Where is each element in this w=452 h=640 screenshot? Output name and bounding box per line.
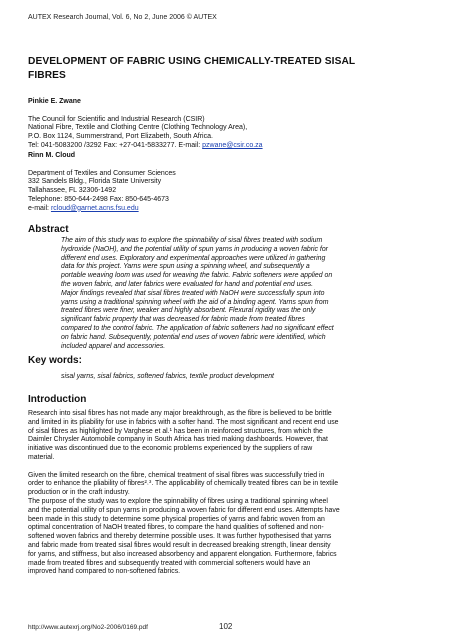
intro-line: and the potential utility of spun yarns in producing a woven fabric for different end uses. Attempts have: [28, 506, 340, 514]
intro-paragraph-3: [28, 498, 424, 577]
author-2-affiliation-line: 332 Sandels Bldg., Florida State University: [28, 178, 162, 186]
intro-line: softened woven fabrics and thereby determine possible uses. It was further hypothesised that yarns: [28, 533, 332, 541]
author-2-name: Rinn M. Cloud: [28, 152, 76, 159]
page-number: 102: [219, 622, 233, 631]
keywords-heading: Key words:: [28, 355, 82, 366]
author-1-tel: Tel: 041-5083200 /3292 Fax: +27-041-5833277. E-mail:: [28, 141, 203, 149]
abstract-line: the woven fabric, and later fabrics were evaluated for hand and potential end uses.: [61, 280, 314, 288]
abstract-line: The aim of this study was to explore the spinnability of sisal fibres treated with sodium: [61, 237, 323, 244]
abstract-line: different end uses. Exploratory and experimental approaches were utilized in gathering: [61, 254, 326, 262]
introduction-heading: Introduction: [28, 394, 87, 405]
abstract-line: compared to the control fabric. The application of fabric softeners had no significant effect: [61, 324, 334, 332]
abstract-body: [61, 237, 419, 351]
intro-line: material.: [28, 453, 55, 461]
author-1-block: [28, 98, 263, 151]
intro-line: and fabric made from treated sisal fibres would result in decreased breaking strength, linear density: [28, 541, 331, 549]
introduction-body: [28, 410, 424, 577]
abstract-line: yarns using a traditional spinning wheel with the aid of a binding agent. Yarns spun from: [61, 298, 329, 306]
author-1-affiliation-line: The Council for Scientific and Industrial Research (CSIR): [28, 115, 205, 123]
footer-url[interactable]: http://www.autexrj.org/No2-2006/0169.pdf: [28, 624, 148, 631]
keywords-text: sisal yarns, sisal fabrics, softened fabrics, textile product development: [61, 373, 274, 380]
intro-line: order to enhance the pliability of fibres²˒³. The applicability of chemically treated fibres can be in textile: [28, 480, 339, 488]
abstract-line: on fabric hand. Subsequently, potential end uses of woven fabric were identified, which: [61, 333, 326, 341]
running-header: AUTEX Research Journal, Vol. 6, No 2, June 2006 © AUTEX: [28, 14, 217, 21]
author-2-affiliation-line: Department of Textiles and Consumer Sciences: [28, 169, 176, 177]
abstract-line: Major findings revealed that sisal fibres treated with NaOH were successfully spun into: [61, 289, 325, 297]
author-2-contact: [28, 205, 176, 214]
abstract-line: significant fabric property that was decreased for fabric made from treated fibres: [61, 316, 305, 324]
author-2-email-link[interactable]: rcloud@garnet.acns.fsu.edu: [50, 204, 139, 212]
intro-line: Research into sisal fibres has not made any major breakthrough, as the fibre is believed to be brittle: [28, 410, 332, 417]
intro-line: improved hand compared to non-softened fabrics.: [28, 568, 181, 576]
intro-line: of sisal fibres as highlighted by Varghese et al.¹ has been in reinforced structures, from which the: [28, 427, 323, 435]
abstract-line: included apparel and accessories.: [61, 342, 166, 350]
abstract-paragraph-2: [61, 290, 419, 352]
intro-line: initiative was discontinued due to the economic problems experienced by the suppliers of raw: [28, 445, 313, 453]
author-2-block: [28, 152, 176, 214]
intro-line: Daimler Chrysler Automobile company in South Africa has tried making dashboards. However, that: [28, 436, 328, 444]
author-1-contact: [28, 142, 263, 151]
abstract-line: portable weaving loom was used for weaving the fabric. Fabric softeners were applied on: [61, 272, 333, 280]
title-line-1: DEVELOPMENT OF FABRIC USING CHEMICALLY-TREATED SISAL: [28, 56, 356, 67]
intro-line: optimal concentration of NaOH treated fibres, to compare the hand qualities of softened and non-: [28, 524, 324, 532]
intro-line: made from treated fibres and subsequently treated with commercial softeners would have an: [28, 559, 311, 567]
intro-line: production or in the craft industry.: [28, 489, 130, 497]
author-1-affiliation-line: P.O. Box 1124, Summerstrand, Port Elizabeth, South Africa.: [28, 133, 213, 141]
intro-line: been made in this study to determine some physical properties of yarns and fabric woven from an: [28, 515, 325, 523]
abstract-paragraph-1: [61, 237, 419, 290]
abstract-line: treated fibres were finer, weaker and highly absorbent. Flexural rigidity was the only: [61, 307, 316, 315]
intro-line: for yarns, and stiffness, but also increased absorbency and apparent elongation. Furthermore, fabrics: [28, 550, 337, 558]
author-2-affiliation-line: Telephone: 850-644-2498 Fax: 850-645-4673: [28, 195, 169, 203]
author-2-email-label: e-mail:: [28, 204, 51, 212]
abstract-line: data for this project. Yarns were spun using a spinning wheel, and subsequently a: [61, 263, 310, 271]
intro-paragraph-2: [28, 472, 424, 498]
intro-line: The purpose of the study was to explore the spinnability of fibres using a traditional spinning wheel: [28, 497, 328, 505]
abstract-heading: Abstract: [28, 224, 69, 235]
author-1-affiliation-line: National Fibre, Textile and Clothing Centre (Clothing Technology Area),: [28, 124, 248, 132]
intro-line: and limited in its pliability for use in fabrics with a softer hand. The most significant and recent end use: [28, 418, 339, 426]
intro-line: Given the limited research on the fibre, chemical treatment of sisal fibres was successfully tried in: [28, 471, 325, 479]
author-1-name: Pinkie E. Zwane: [28, 98, 81, 105]
paper-title: [28, 55, 428, 83]
author-2-affiliation-line: Tallahassee, FL 32306-1492: [28, 187, 117, 195]
intro-paragraph-1: [28, 410, 424, 463]
abstract-line: hydroxide (NaOH), and the potential utility of spun yarns in producing a woven fabric for: [61, 245, 328, 253]
author-1-email-link[interactable]: pzwane@csir.co.za: [202, 141, 263, 149]
title-line-2: FIBRES: [28, 70, 66, 81]
